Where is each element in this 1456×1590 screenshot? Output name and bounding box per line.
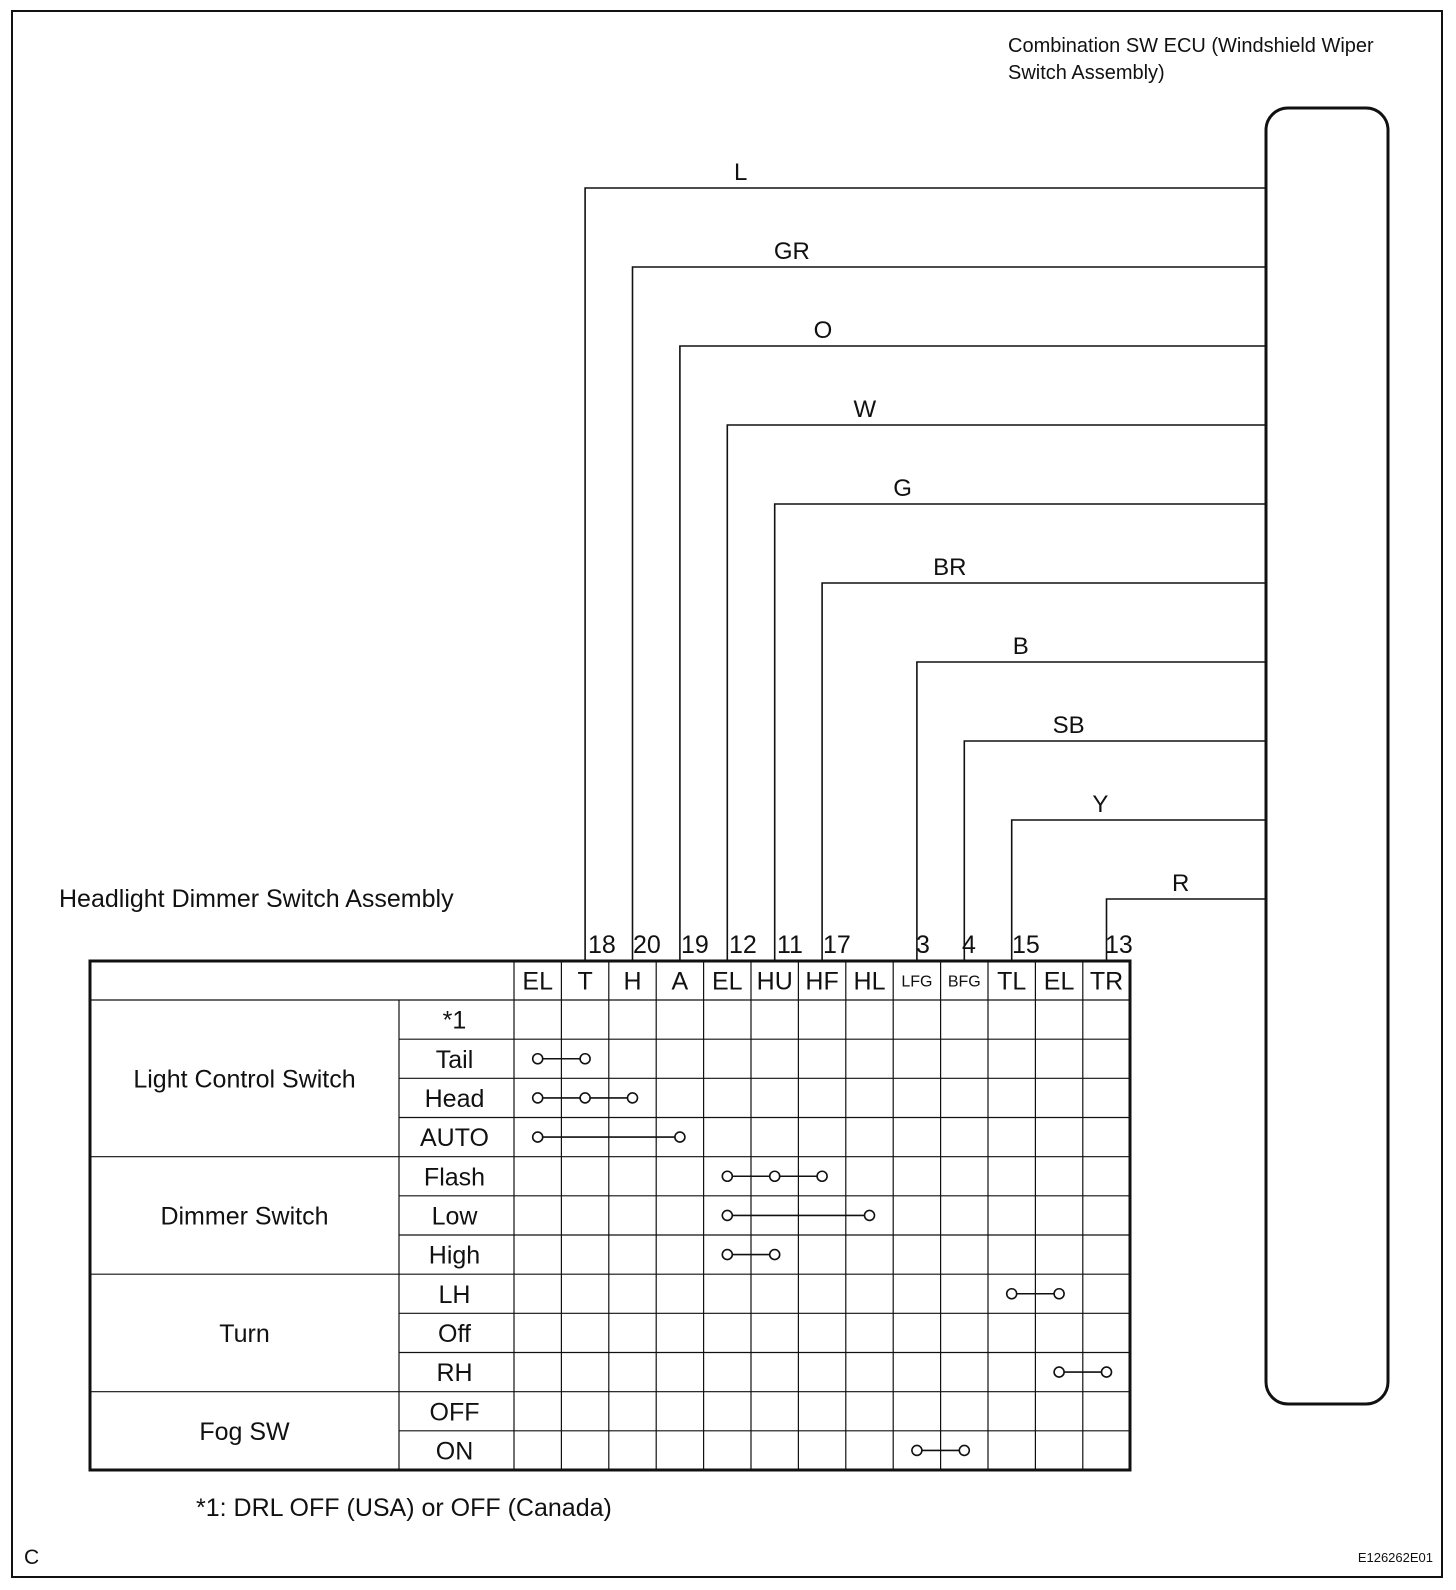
pin-number-label: 18 <box>588 931 616 959</box>
pin-number-label: 19 <box>681 931 709 959</box>
wire-color-label: W <box>853 396 877 423</box>
continuity-terminal-dot <box>1054 1367 1064 1377</box>
wire-harness <box>585 159 1266 961</box>
switch-position-label: OFF <box>429 1398 480 1427</box>
continuity-terminal-dot <box>533 1054 543 1064</box>
switch-position-label: AUTO <box>420 1124 489 1153</box>
switch-position-label: High <box>428 1241 481 1270</box>
wire-color-label: R <box>1172 870 1190 897</box>
wire-color-label: B <box>1012 633 1029 660</box>
terminal-header: BFG <box>947 973 981 991</box>
continuity-terminal-dot <box>865 1210 875 1220</box>
figure-code: E126262E01 <box>1357 1550 1433 1565</box>
switch-assembly-title: Headlight Dimmer Switch Assembly <box>59 885 454 913</box>
terminal-header: A <box>671 967 689 996</box>
continuity-terminal-dot <box>1007 1289 1017 1299</box>
pin-number-label: 20 <box>633 931 661 959</box>
terminal-header: HU <box>756 967 793 996</box>
wire-color-label: L <box>734 159 748 186</box>
continuity-terminal-dot <box>580 1054 590 1064</box>
continuity-terminal-dot <box>675 1132 685 1142</box>
continuity-terminal-dot <box>1102 1367 1112 1377</box>
wire-o <box>680 346 1266 961</box>
switch-position-label: Low <box>431 1202 478 1231</box>
switch-group-name: Turn <box>219 1319 270 1348</box>
wire-br <box>822 583 1266 961</box>
continuity-terminal-dot <box>722 1171 732 1181</box>
wire-y <box>1012 820 1266 961</box>
switch-position-label: Tail <box>435 1045 474 1074</box>
terminal-header: EL <box>712 967 743 996</box>
corner-letter: C <box>24 1546 40 1569</box>
wire-sb <box>964 741 1266 961</box>
continuity-terminal-dot <box>1054 1289 1064 1299</box>
wire-color-label: G <box>893 475 912 502</box>
switch-position-label: Off <box>438 1319 471 1348</box>
continuity-terminal-dot <box>533 1093 543 1103</box>
continuity-terminal-dot <box>533 1132 543 1142</box>
switch-position-label: Flash <box>423 1163 486 1192</box>
switch-group-name: Dimmer Switch <box>160 1202 329 1231</box>
wire-g <box>775 504 1266 961</box>
ecu-title-line1: Combination SW ECU (Windshield Wiper <box>1008 35 1374 57</box>
terminal-header: H <box>623 967 642 996</box>
footnote: *1: DRL OFF (USA) or OFF (Canada) <box>196 1494 612 1522</box>
wire-color-label: GR <box>773 238 810 265</box>
switch-group-name: Fog SW <box>199 1417 290 1446</box>
wire-color-label: O <box>813 317 833 344</box>
continuity-terminal-dot <box>770 1171 780 1181</box>
ecu-box <box>1266 108 1388 1404</box>
wire-color-label: BR <box>933 554 967 581</box>
terminal-header: HF <box>805 967 839 996</box>
continuity-terminal-dot <box>959 1445 969 1455</box>
continuity-terminal-dot <box>628 1093 638 1103</box>
pin-number-label: 13 <box>1105 931 1133 959</box>
terminal-header: EL <box>1043 967 1075 996</box>
terminal-header: TR <box>1089 967 1124 996</box>
wire-color-label: Y <box>1092 791 1109 818</box>
continuity-terminal-dot <box>770 1250 780 1260</box>
pin-number-label: 4 <box>962 931 976 959</box>
terminal-header: TL <box>997 967 1027 996</box>
ecu-title-line2: Switch Assembly) <box>1008 62 1165 84</box>
pin-number-label: 12 <box>729 931 757 959</box>
continuity-terminal-dot <box>817 1171 827 1181</box>
terminal-header: T <box>577 967 593 996</box>
switch-position-label: LH <box>438 1280 471 1309</box>
wire-l <box>585 188 1266 961</box>
continuity-terminal-dot <box>722 1210 732 1220</box>
pin-number-label: 17 <box>823 931 851 959</box>
terminal-header: LFG <box>901 973 933 991</box>
terminal-header: HL <box>853 967 886 996</box>
pin-number-label: 15 <box>1012 931 1040 959</box>
wire-color-label: SB <box>1052 712 1085 739</box>
continuity-terminal-dot <box>912 1445 922 1455</box>
terminal-header: EL <box>522 967 553 996</box>
switch-group-name: Light Control Switch <box>133 1065 356 1094</box>
switch-position-label: RH <box>436 1359 473 1388</box>
pin-number-label: 11 <box>777 931 803 959</box>
switch-position-label: *1 <box>442 1006 467 1035</box>
switch-position-label: Head <box>424 1084 485 1113</box>
continuity-table <box>90 961 1130 1470</box>
switch-position-label: ON <box>435 1437 474 1466</box>
continuity-terminal-dot <box>580 1093 590 1103</box>
continuity-terminal-dot <box>722 1250 732 1260</box>
pin-number-label: 3 <box>916 931 930 959</box>
